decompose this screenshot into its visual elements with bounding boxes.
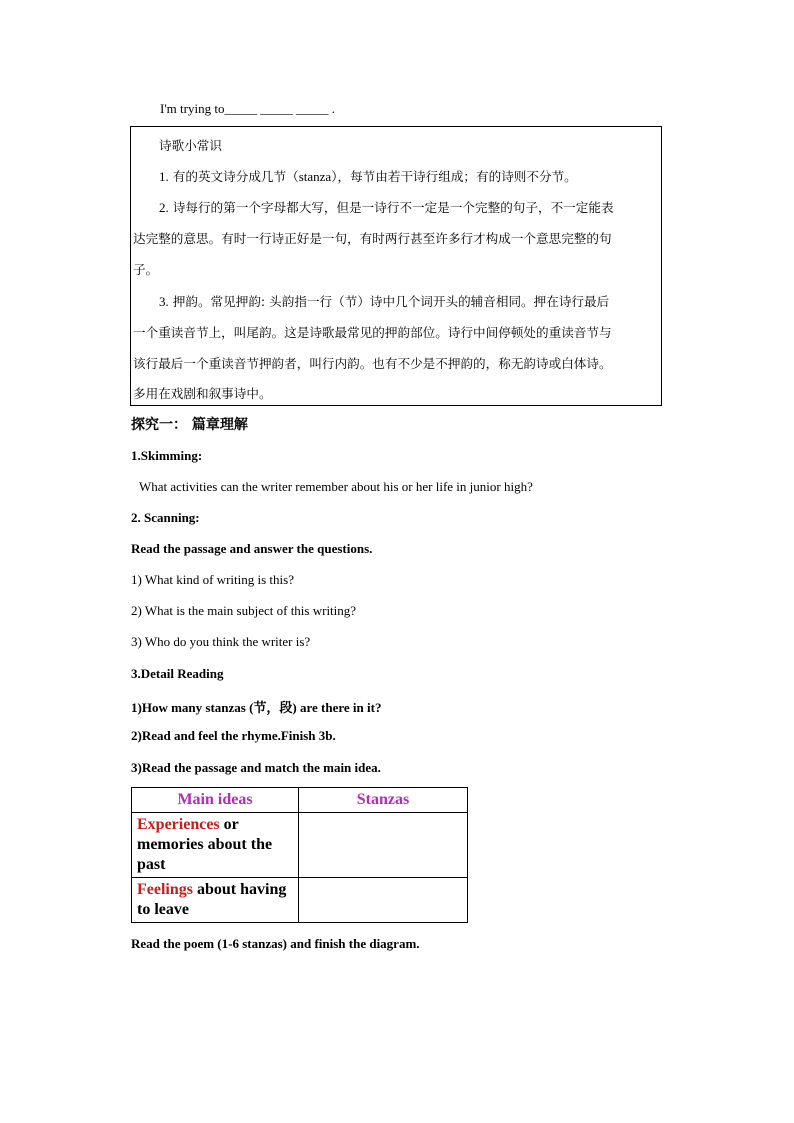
final-instruction: Read the poem (1-6 stanzas) and finish the diagram.	[131, 936, 420, 951]
fill-in-sentence: I'm trying to_____ _____ _____ .	[160, 101, 335, 116]
tip-item-2-line-1: 2. 诗每行的第一个字母都大写，但是一诗行不一定是一个完整的句子，不一定能表	[159, 200, 614, 215]
skimming-heading: 1.Skimming:	[131, 448, 203, 463]
tip-item-2-line-3: 子。	[133, 262, 159, 277]
tip-item-3-line-2: 一个重读音节上，叫尾韵。这是诗歌最常见的押韵部位。诗行中间停顿处的重读音节与	[133, 325, 612, 340]
main-idea-cell-2: Feelings about having to leave	[132, 878, 299, 923]
tip-item-3-line-1: 3. 押韵。常见押韵: 头韵指一行（节）诗中几个词开头的辅音相同。押在诗行最后	[159, 294, 610, 309]
main-idea-cell-1: Experiences or memories about the past	[132, 813, 299, 878]
col-header-main-ideas: Main ideas	[132, 788, 299, 813]
tip-item-3-line-4: 多用在戏剧和叙事诗中。	[133, 386, 272, 401]
scanning-question-3: 3) Who do you think the writer is?	[131, 634, 311, 649]
scanning-question-1: 1) What kind of writing is this?	[131, 572, 294, 587]
tip-item-3-line-3: 该行最后一个重读音节押韵者，叫行内韵。也有不少是不押韵的，称无韵诗或白体诗。	[133, 356, 612, 371]
detail-question-1: 1)How many stanzas (节，段) are there in it?	[131, 700, 382, 715]
section-title: 探究一： 篇章理解	[131, 417, 248, 433]
skimming-question: What activities can the writer remember about his or her life in junior high?	[139, 479, 533, 494]
scanning-question-2: 2) What is the main subject of this writing?	[131, 603, 357, 618]
tips-title: 诗歌小常识	[159, 138, 222, 153]
main-idea-table	[131, 787, 468, 923]
scanning-instruction: Read the passage and answer the questions.	[131, 541, 373, 556]
col-header-stanzas: Stanzas	[299, 788, 468, 813]
detail-question-2: 2)Read and feel the rhyme.Finish 3b.	[131, 728, 336, 743]
scanning-heading: 2. Scanning:	[131, 510, 200, 525]
tip-item-2-line-2: 达完整的意思。有时一行诗正好是一句，有时两行甚至许多行才构成一个意思完整的句	[133, 231, 612, 246]
stanzas-answer-cell-2[interactable]	[299, 878, 468, 923]
detail-question-3: 3)Read the passage and match the main idea.	[131, 760, 381, 775]
tip-item-1: 1. 有的英文诗分成几节（stanza），每节由若干诗行组成；有的诗则不分节。	[159, 169, 577, 184]
detail-heading: 3.Detail Reading	[131, 666, 224, 681]
poetry-tips-box	[130, 126, 662, 406]
stanzas-answer-cell-1[interactable]	[299, 813, 468, 878]
